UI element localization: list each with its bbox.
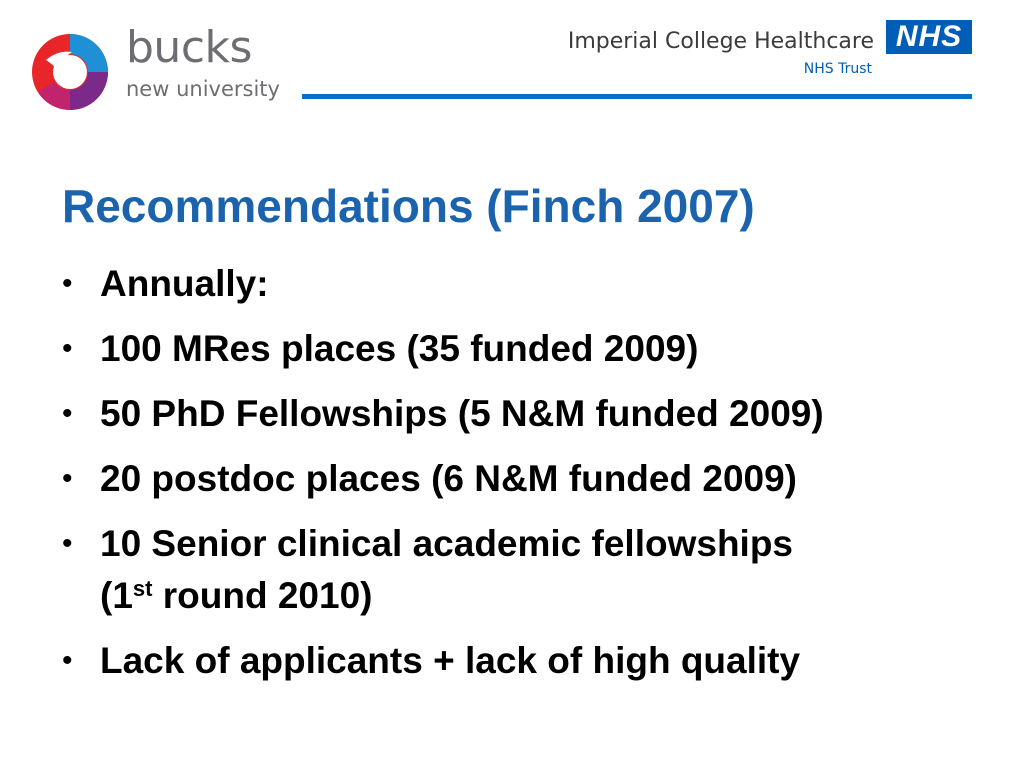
bullet-icon: • xyxy=(62,527,73,560)
bullet-icon: • xyxy=(62,462,73,495)
bullet-text-line1: 10 Senior clinical academic fellowships xyxy=(100,523,794,564)
nhs-trust-label: NHS Trust xyxy=(803,61,872,77)
bullet-text-line2 xyxy=(100,570,1010,622)
list-item xyxy=(60,388,1010,440)
header-divider xyxy=(302,94,972,99)
bucks-wordmark: bucks xyxy=(126,22,252,73)
list-item xyxy=(60,258,1010,310)
ordinal-superscript: st xyxy=(132,576,153,601)
bullet-icon: • xyxy=(62,332,73,365)
bullet-text: Lack of applicants + lack of high quality xyxy=(100,640,801,681)
bullet-text: 50 PhD Fellowships (5 N&M funded 2009) xyxy=(100,393,824,434)
imperial-college-name: Imperial College Healthcare xyxy=(567,29,874,54)
list-item xyxy=(60,518,1010,622)
bullet-list xyxy=(60,258,1010,700)
bucks-subtitle: new university xyxy=(126,77,280,101)
bullet-text-line2-post: round 2010) xyxy=(152,575,373,616)
list-item xyxy=(60,635,1010,687)
bullet-text: 20 postdoc places (6 N&M funded 2009) xyxy=(100,458,798,499)
bullet-icon: • xyxy=(62,267,73,300)
bullet-text-line2-pre: (1 xyxy=(100,575,133,616)
bullet-text: 100 MRes places (35 funded 2009) xyxy=(100,328,699,369)
nhs-logo-badge: NHS xyxy=(886,20,972,54)
slide-title: Recommendations (Finch 2007) xyxy=(62,180,755,232)
bullet-text: Annually: xyxy=(100,263,269,304)
list-item xyxy=(60,323,1010,375)
bucks-emblem-icon xyxy=(28,30,112,114)
list-item xyxy=(60,453,1010,505)
bucks-logo xyxy=(28,22,288,118)
bullet-icon: • xyxy=(62,644,73,677)
bullet-icon: • xyxy=(62,397,73,430)
